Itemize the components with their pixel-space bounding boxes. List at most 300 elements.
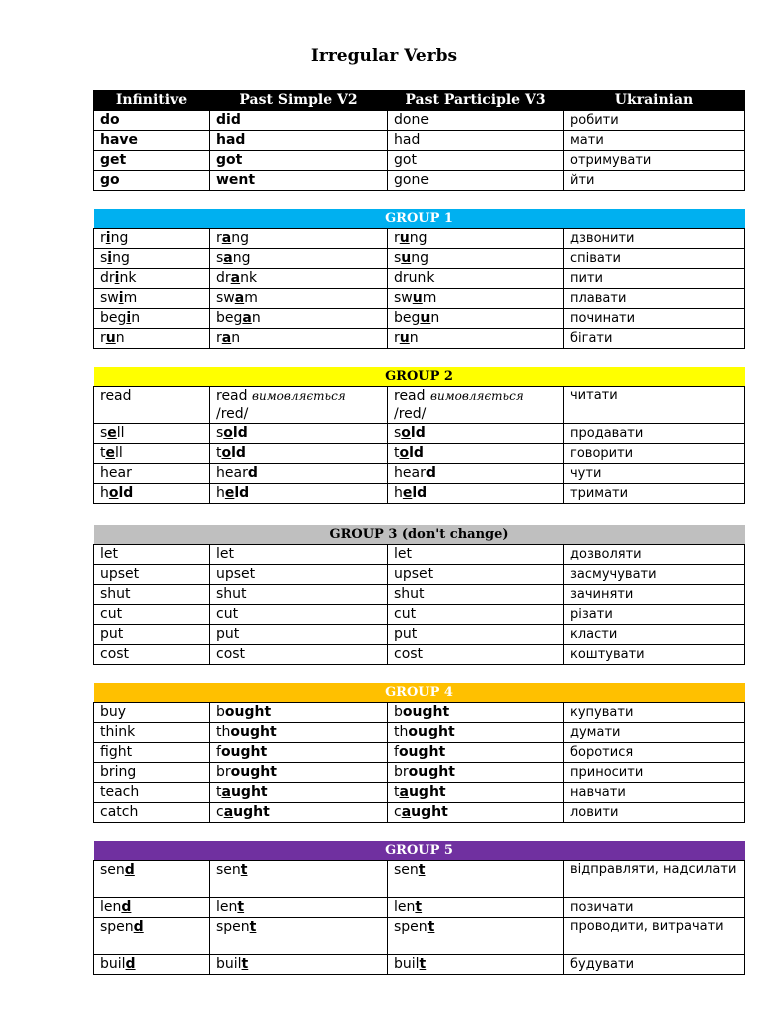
word-stem: buil [216,956,242,972]
header-ukrainian: Ukrainian [564,91,745,111]
group-5-table [93,841,745,975]
word-ending: ought [398,744,446,760]
word-stem: r [100,330,106,346]
infinitive-cell [94,898,210,918]
highlight-letter: d [124,862,135,878]
past-simple-cell [210,484,388,504]
past-participle-cell: put [388,625,564,645]
highlight-letter: d [121,899,132,915]
ukrainian-cell: робити [564,111,745,131]
highlight-letter: e [105,445,115,461]
infinitive-cell: have [94,131,210,151]
group-3-table [93,525,745,665]
highlight-letter: a [223,250,233,266]
past-participle-cell [388,803,564,823]
past-participle-cell [388,703,564,723]
ukrainian-cell: дзвонити [564,229,745,249]
table-row [94,723,745,743]
past-simple-cell [210,803,388,823]
highlight-letter: t [427,919,435,935]
past-participle-cell [388,229,564,249]
word-ending: ught [233,804,270,820]
page-title: Irregular Verbs [310,46,458,66]
past-simple-cell: upset [210,565,388,585]
word-stem: t [100,445,106,461]
word-stem: spen [100,919,134,935]
highlight-letter: a [221,784,231,800]
highlight-letter: a [221,330,232,346]
word-ending: ought [230,764,277,780]
highlight-letter: a [399,784,409,800]
ukrainian-cell: позичати [564,898,745,918]
infinitive-cell: upset [94,565,210,585]
word-ending: m [244,290,258,306]
table-row [94,625,745,645]
past-participle-cell [388,898,564,918]
word-ending: ll [116,425,125,441]
ukrainian-cell: приносити [564,763,745,783]
infinitive-cell: cost [94,645,210,665]
infinitive-cell: get [94,151,210,171]
past-simple-cell [210,703,388,723]
highlight-letter: o [399,445,410,461]
past-simple-cell [210,329,388,349]
word-ending: ng [110,230,129,246]
table-header-row [94,91,745,111]
ukrainian-cell: читати [564,387,745,424]
word-prefix: br [394,764,409,780]
past-participle-cell: done [388,111,564,131]
word-stem: r [216,330,222,346]
group-header [94,841,745,861]
past-participle-cell [388,387,564,424]
highlight-letter: t [240,862,248,878]
past-participle-cell [388,444,564,464]
word-ending: n [231,330,241,346]
highlight-letter: i [114,270,120,286]
word-prefix: f [394,744,399,760]
infinitive-cell [94,861,210,898]
word-ending: n [251,310,261,326]
past-simple-cell [210,289,388,309]
past-simple-cell [210,424,388,444]
ukrainian-cell: будувати [564,955,745,975]
infinitive-cell: buy [94,703,210,723]
table-row [94,151,745,171]
ukrainian-cell: йти [564,171,745,191]
past-participle-cell: cut [388,605,564,625]
highlight-letter: u [412,290,423,306]
ukrainian-cell: продавати [564,424,745,444]
highlight-letter: d [425,465,436,481]
ukrainian-cell: мати [564,131,745,151]
pronunciation: /red/ [394,406,427,422]
word-stem: hear [394,465,426,481]
past-participle-cell: got [388,151,564,171]
group-label: GROUP 3 (don't change) [94,525,745,545]
table-row [94,703,745,723]
word-ending: nk [240,270,258,286]
word-ending: n [115,330,125,346]
table-row [94,484,745,504]
ukrainian-cell: чути [564,464,745,484]
highlight-letter: a [223,804,234,820]
highlight-letter: a [221,230,232,246]
group-header [94,209,745,229]
pronunciation-note: вимовляється [251,389,346,403]
infinitive-cell [94,229,210,249]
past-simple-cell: went [210,171,388,191]
highlight-letter: a [234,290,245,306]
word-stem: t [216,445,222,461]
past-participle-cell: shut [388,585,564,605]
highlight-letter: t [241,956,249,972]
highlight-letter: a [401,804,412,820]
group-label: GROUP 2 [94,367,745,387]
infinitive-cell: shut [94,585,210,605]
past-participle-cell: gone [388,171,564,191]
past-participle-cell [388,329,564,349]
past-simple-cell [210,723,388,743]
highlight-letter: o [223,425,233,441]
infinitive-cell [94,289,210,309]
header-past-participle: Past Participle V3 [388,91,564,111]
ukrainian-cell: дозволяти [564,545,745,565]
word-ending: ld [412,485,428,501]
ukrainian-cell: зачиняти [564,585,745,605]
word-stem: h [100,485,109,501]
highlight-letter: t [249,919,257,935]
past-participle-cell: let [388,545,564,565]
word-prefix: t [394,784,400,800]
past-participle-cell [388,269,564,289]
ukrainian-cell: коштувати [564,645,745,665]
word-ending: ought [408,724,455,740]
past-simple-cell [210,444,388,464]
table-row [94,289,745,309]
past-simple-cell [210,955,388,975]
highlight-letter: t [415,899,423,915]
highlight-letter: i [107,250,113,266]
word-stem: len [216,899,238,915]
word-stem: dr [100,270,115,286]
table-row [94,249,745,269]
infinitive-cell: bring [94,763,210,783]
ukrainian-cell: думати [564,723,745,743]
word-stem: r [100,230,106,246]
table-row [94,329,745,349]
infinitive-cell: think [94,723,210,743]
table-row [94,269,745,289]
word-ending: ng [232,250,251,266]
word-prefix: c [216,804,224,820]
infinitive-cell [94,309,210,329]
infinitive-cell: go [94,171,210,191]
word-ending: n [430,310,440,326]
infinitive-cell: read [94,387,210,424]
word-ending: ught [230,784,268,800]
word-stem: s [100,425,108,441]
word-ending: ld [232,425,248,441]
word-stem: s [394,250,402,266]
infinitive-cell [94,444,210,464]
group-1-table [93,209,745,349]
word-stem: beg [216,310,243,326]
past-simple-cell [210,269,388,289]
word-stem: r [394,230,400,246]
highlight-letter: u [399,230,410,246]
word-stem: sw [100,290,119,306]
table-row [94,565,745,585]
infinitive-cell: catch [94,803,210,823]
word-ending: ought [402,704,450,720]
word-stem: s [216,250,224,266]
past-simple-cell [210,309,388,329]
infinitive-cell [94,955,210,975]
table-row [94,803,745,823]
table-row [94,309,745,329]
word-ending: ought [408,764,455,780]
ukrainian-cell: навчати [564,783,745,803]
group-header [94,683,745,703]
infinitive-cell: fight [94,743,210,763]
word-ending: m [123,290,138,306]
highlight-letter: o [221,445,232,461]
pronunciation-note: вимовляється [429,389,524,403]
ukrainian-cell: починати [564,309,745,329]
past-participle-cell [388,783,564,803]
word-stem: sw [394,290,413,306]
infinitive-cell: let [94,545,210,565]
highlight-letter: i [105,230,111,246]
word-stem: buil [394,956,420,972]
word-stem: spen [216,919,250,935]
past-simple-cell: shut [210,585,388,605]
word-ending: ld [410,425,426,441]
word-ending: ll [115,445,123,461]
word-ending: m [422,290,437,306]
word-prefix: b [216,704,225,720]
past-simple-cell [210,387,388,424]
group-header [94,367,745,387]
highlight-letter: o [108,485,119,501]
pronunciation: /red/ [216,406,249,422]
infinitive-cell [94,269,210,289]
past-participle-cell: cost [388,645,564,665]
highlight-letter: u [420,310,431,326]
word-ending: ld [231,445,246,461]
ukrainian-cell: отримувати [564,151,745,171]
word-ending: ought [224,704,272,720]
ukrainian-cell: класти [564,625,745,645]
past-simple-cell: cut [210,605,388,625]
infinitive-cell: teach [94,783,210,803]
word-ending: n [131,310,141,326]
group-label: GROUP 5 [94,841,745,861]
past-participle-cell [388,484,564,504]
word-stem: buil [100,956,126,972]
word-ending: ng [112,250,130,266]
ukrainian-cell: купувати [564,703,745,723]
highlight-letter: o [401,425,411,441]
past-participle-cell: had [388,131,564,151]
group-2-table [93,367,745,504]
past-participle-cell [388,861,564,898]
group-label: GROUP 1 [94,209,745,229]
table-row [94,444,745,464]
past-participle-cell [388,723,564,743]
word-stem: sen [216,862,241,878]
word-stem: sen [394,862,419,878]
highlight-letter: e [402,485,413,501]
infinitive-cell: do [94,111,210,131]
base-verbs-table [93,90,745,191]
past-simple-cell: put [210,625,388,645]
past-participle-cell [388,309,564,329]
word-prefix: f [216,744,221,760]
infinitive-cell: cut [94,605,210,625]
word-stem: sen [100,862,125,878]
table-row [94,229,745,249]
past-participle-cell: upset [388,565,564,585]
table-row [94,918,745,955]
word-ending: ld [409,445,424,461]
highlight-letter: a [230,270,241,286]
infinitive-cell [94,424,210,444]
infinitive-cell [94,918,210,955]
word-stem: r [394,330,400,346]
past-simple-cell [210,249,388,269]
word-stem: drunk [394,270,435,286]
highlight-letter: e [107,425,117,441]
table-row [94,545,745,565]
table-row [94,111,745,131]
past-participle-cell [388,249,564,269]
highlight-letter: t [418,862,426,878]
table-row [94,585,745,605]
word-prefix: th [216,724,231,740]
past-participle-cell [388,464,564,484]
word-ending: nk [119,270,137,286]
table-row [94,783,745,803]
past-simple-cell: let [210,545,388,565]
highlight-letter: u [399,330,410,346]
table-row [94,387,745,424]
word-stem: h [216,485,225,501]
ukrainian-cell: відправляти, надсилати [564,861,745,898]
infinitive-cell [94,249,210,269]
word-stem: h [394,485,403,501]
past-simple-cell [210,918,388,955]
infinitive-cell [94,484,210,504]
ukrainian-cell: засмучувати [564,565,745,585]
word-stem: s [100,250,108,266]
word-ending: ught [408,784,446,800]
word-stem: sw [216,290,235,306]
word-stem: t [394,445,400,461]
highlight-letter: d [125,956,136,972]
word-ending: n [409,330,419,346]
past-simple-cell [210,783,388,803]
past-simple-cell: got [210,151,388,171]
word-stem: dr [216,270,231,286]
past-simple-cell [210,898,388,918]
table-row [94,898,745,918]
infinitive-cell: put [94,625,210,645]
infinitive-cell [94,329,210,349]
table-row [94,955,745,975]
header-past-simple: Past Simple V2 [210,91,388,111]
group-4-table [93,683,745,823]
word-stem: hear [100,465,132,481]
past-simple-cell [210,464,388,484]
past-simple-cell: had [210,131,388,151]
highlight-letter: a [242,310,252,326]
word-ending: ld [234,485,250,501]
table-row [94,763,745,783]
word-stem: r [216,230,222,246]
infinitive-cell [94,464,210,484]
ukrainian-cell: говорити [564,444,745,464]
word-stem: spen [394,919,428,935]
word-prefix: br [216,764,231,780]
word-ending: ng [411,250,430,266]
past-simple-cell: did [210,111,388,131]
highlight-letter: i [126,310,132,326]
past-simple-cell [210,763,388,783]
table-row [94,743,745,763]
ukrainian-cell: проводити, витрачати [564,918,745,955]
word-stem: len [100,899,122,915]
past-participle-cell [388,743,564,763]
table-row [94,861,745,898]
ukrainian-cell: бігати [564,329,745,349]
table-row [94,464,745,484]
ukrainian-cell: плавати [564,289,745,309]
word-stem: s [216,425,224,441]
highlight-letter: u [105,330,116,346]
verb-form: read [216,388,252,404]
verb-form: read [394,388,430,404]
past-simple-cell [210,743,388,763]
ukrainian-cell: співати [564,249,745,269]
group-label: GROUP 4 [94,683,745,703]
header-infinitive: Infinitive [94,91,210,111]
past-simple-cell [210,229,388,249]
word-ending: ught [411,804,448,820]
highlight-letter: t [237,899,245,915]
word-ending: ld [118,485,134,501]
highlight-letter: e [224,485,235,501]
group-header [94,525,745,545]
table-row [94,605,745,625]
word-prefix: b [394,704,403,720]
table-row [94,131,745,151]
past-participle-cell [388,918,564,955]
word-ending: ought [230,724,277,740]
word-stem: beg [394,310,421,326]
word-prefix: th [394,724,409,740]
highlight-letter: u [401,250,412,266]
past-simple-cell: cost [210,645,388,665]
highlight-letter: t [419,956,427,972]
word-stem: len [394,899,416,915]
highlight-letter: d [247,465,258,481]
word-ending: ng [231,230,249,246]
word-stem: s [394,425,402,441]
ukrainian-cell: різати [564,605,745,625]
ukrainian-cell: тримати [564,484,745,504]
